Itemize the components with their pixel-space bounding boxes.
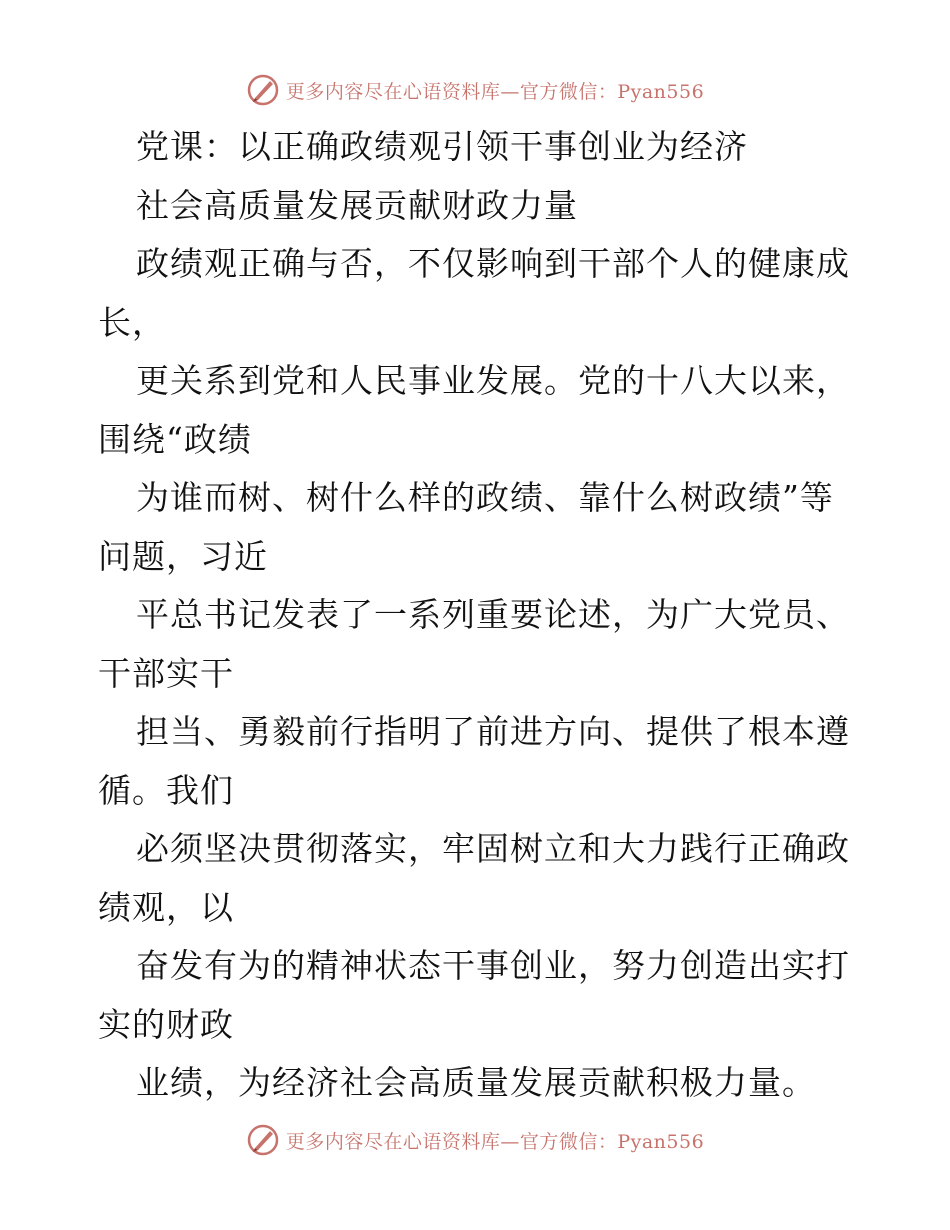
text-line: 围绕“政绩	[98, 419, 252, 459]
text-line: 绩观，以	[98, 887, 234, 927]
text-line: 干部实干	[98, 653, 234, 693]
watermark-text: 更多内容尽在心语资料库—官方微信：Pyan556	[285, 80, 705, 103]
text-line: 长，	[98, 302, 166, 342]
text-line: 问题，习近	[98, 536, 268, 576]
text-line: 循。我们	[98, 770, 234, 810]
text-line: 奋发有为的精神状态干事创业，努力创造出实打	[136, 946, 850, 985]
text-line: 为谁而树、树什么样的政绩、靠什么树政绩”等	[136, 478, 834, 517]
text-line: 担当、勇毅前行指明了前进方向、提供了根本遵	[136, 712, 850, 751]
document-body	[98, 118, 858, 1113]
text-line: 党课：以正确政绩观引领干事创业为经济	[136, 127, 748, 166]
footer-watermark	[0, 1120, 950, 1160]
quill-pen-icon	[246, 73, 280, 107]
text-line: 必须坚决贯彻落实，牢固树立和大力践行正确政	[136, 829, 850, 868]
text-line: 平总书记发表了一系列重要论述，为广大党员、	[136, 595, 850, 634]
text-line: 业绩，为经济社会高质量发展贡献积极力量。	[136, 1063, 816, 1102]
watermark-text: 更多内容尽在心语资料库—官方微信：Pyan556	[285, 1130, 705, 1153]
header-watermark	[0, 70, 950, 110]
text-line: 政绩观正确与否，不仅影响到干部个人的健康成	[136, 244, 850, 283]
quill-pen-icon	[246, 1123, 280, 1157]
text-line: 实的财政	[98, 1004, 234, 1044]
text-line: 更关系到党和人民事业发展。党的十八大以来，	[136, 361, 850, 400]
text-line: 社会高质量发展贡献财政力量	[136, 185, 578, 225]
